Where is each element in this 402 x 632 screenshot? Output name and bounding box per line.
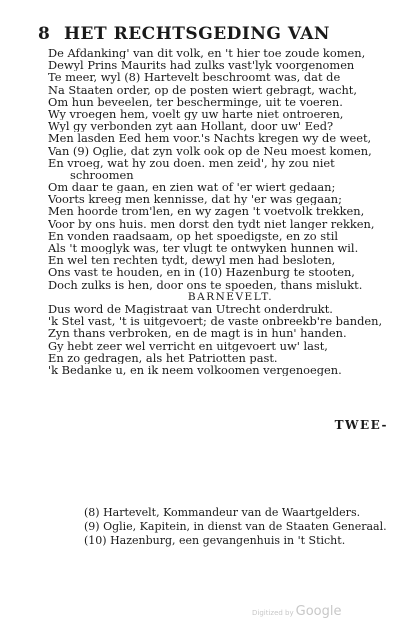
verse-line: En vonden raadsaam, op het spoedigste, en zo stil <box>48 229 338 242</box>
verse-line: Van (9) Oglie, dat zyn volk ook op de Neu moest komen, <box>48 144 372 157</box>
verse-line: Dewyl Prins Maurits had zulks vast'lyk voorgenomen <box>48 59 355 72</box>
verse-line: 'k Stel vast, 't is uitgevoert; de vaste onbreekb're banden, <box>48 315 383 328</box>
verse-line: Om daar te gaan, en zien wat of 'er wiert gedaan; <box>48 181 336 194</box>
footnote: (9) Oglie, Kapitein, in dienst van de Staaten Generaal. <box>84 520 387 533</box>
verse-line: Voorts kreeg men kennisse, dat hy 'er was gegaan; <box>48 193 342 206</box>
verse-line: Gy hebt zeer wel verricht en uitgevoert uw' last, <box>48 339 328 352</box>
verse-line: Voor by ons huis. men dorst den tydt niet langer rekken, <box>48 217 375 230</box>
page-header <box>38 24 388 46</box>
google-watermark <box>252 600 342 619</box>
footnote: (8) Hartevelt, Kommandeur van de Waartgelders. <box>84 506 361 519</box>
verse-line: Na Staaten order, op de posten wiert gebragt, wacht, <box>48 83 357 96</box>
verse-line: De Afdanking' van dit volk, en 't hier toe zoude komen, <box>48 47 366 60</box>
verse-line: 'k Bedanke u, en ik neem volkoomen vergenoegen. <box>48 363 342 377</box>
verse-line: Als 't mooglyk was, ter vlugt te ontwyken hunnen wil. <box>48 242 359 255</box>
catchword: TWEE- <box>334 418 388 432</box>
verse-line: Dus word de Magistraat van Utrecht onderdrukt. <box>48 302 333 316</box>
verse-line: En zo gedragen, als het Patriotten past. <box>48 351 278 364</box>
verse-line: En wel ten rechten tydt, dewyl men had besloten, <box>48 254 336 267</box>
page-number: 8 <box>38 24 51 44</box>
verse-line: Zyn thans verbroken, en de magt is in hun' handen. <box>48 327 347 340</box>
verse-line: Te meer, wyl (8) Hartevelt beschroomt was, dat de <box>48 71 341 84</box>
watermark-logo: Google <box>295 604 342 619</box>
verse-line: En vroeg, wat hy zou doen. men zeid', hy zou niet <box>48 156 335 169</box>
verse-line: Wy vroegen hem, voelt gy uw harte niet ontroeren, <box>48 107 344 121</box>
footnote: (10) Hazenburg, een gevangenhuis in 't Sticht. <box>84 534 346 547</box>
speaker-name: BARNEVELT. <box>187 290 274 303</box>
running-title: HET RECHTSGEDING VAN <box>64 24 330 44</box>
verse-line: Men hoorde trom'len, en wy zagen 't voetvolk trekken, <box>48 205 365 218</box>
verse-line: Doch zulks is hen, door ons te spoeden, thans mislukt. <box>48 278 363 291</box>
verse-line: Men lasden Eed hem voor.'s Nachts kregen wy de weet, <box>48 132 372 145</box>
verse-line: schroomen <box>70 168 134 182</box>
footnotes <box>84 506 394 548</box>
verse-block <box>48 47 393 376</box>
watermark-small: Digitized by <box>252 609 294 617</box>
verse-line: Wyl gy verbonden zyt aan Hollant, door uw' Eed? <box>48 120 334 133</box>
verse-line: Ons vast te houden, en in (10) Hazenburg te stooten, <box>48 266 355 279</box>
verse-line: Om hun beveelen, ter bescherminge, uit te voeren. <box>48 95 343 108</box>
